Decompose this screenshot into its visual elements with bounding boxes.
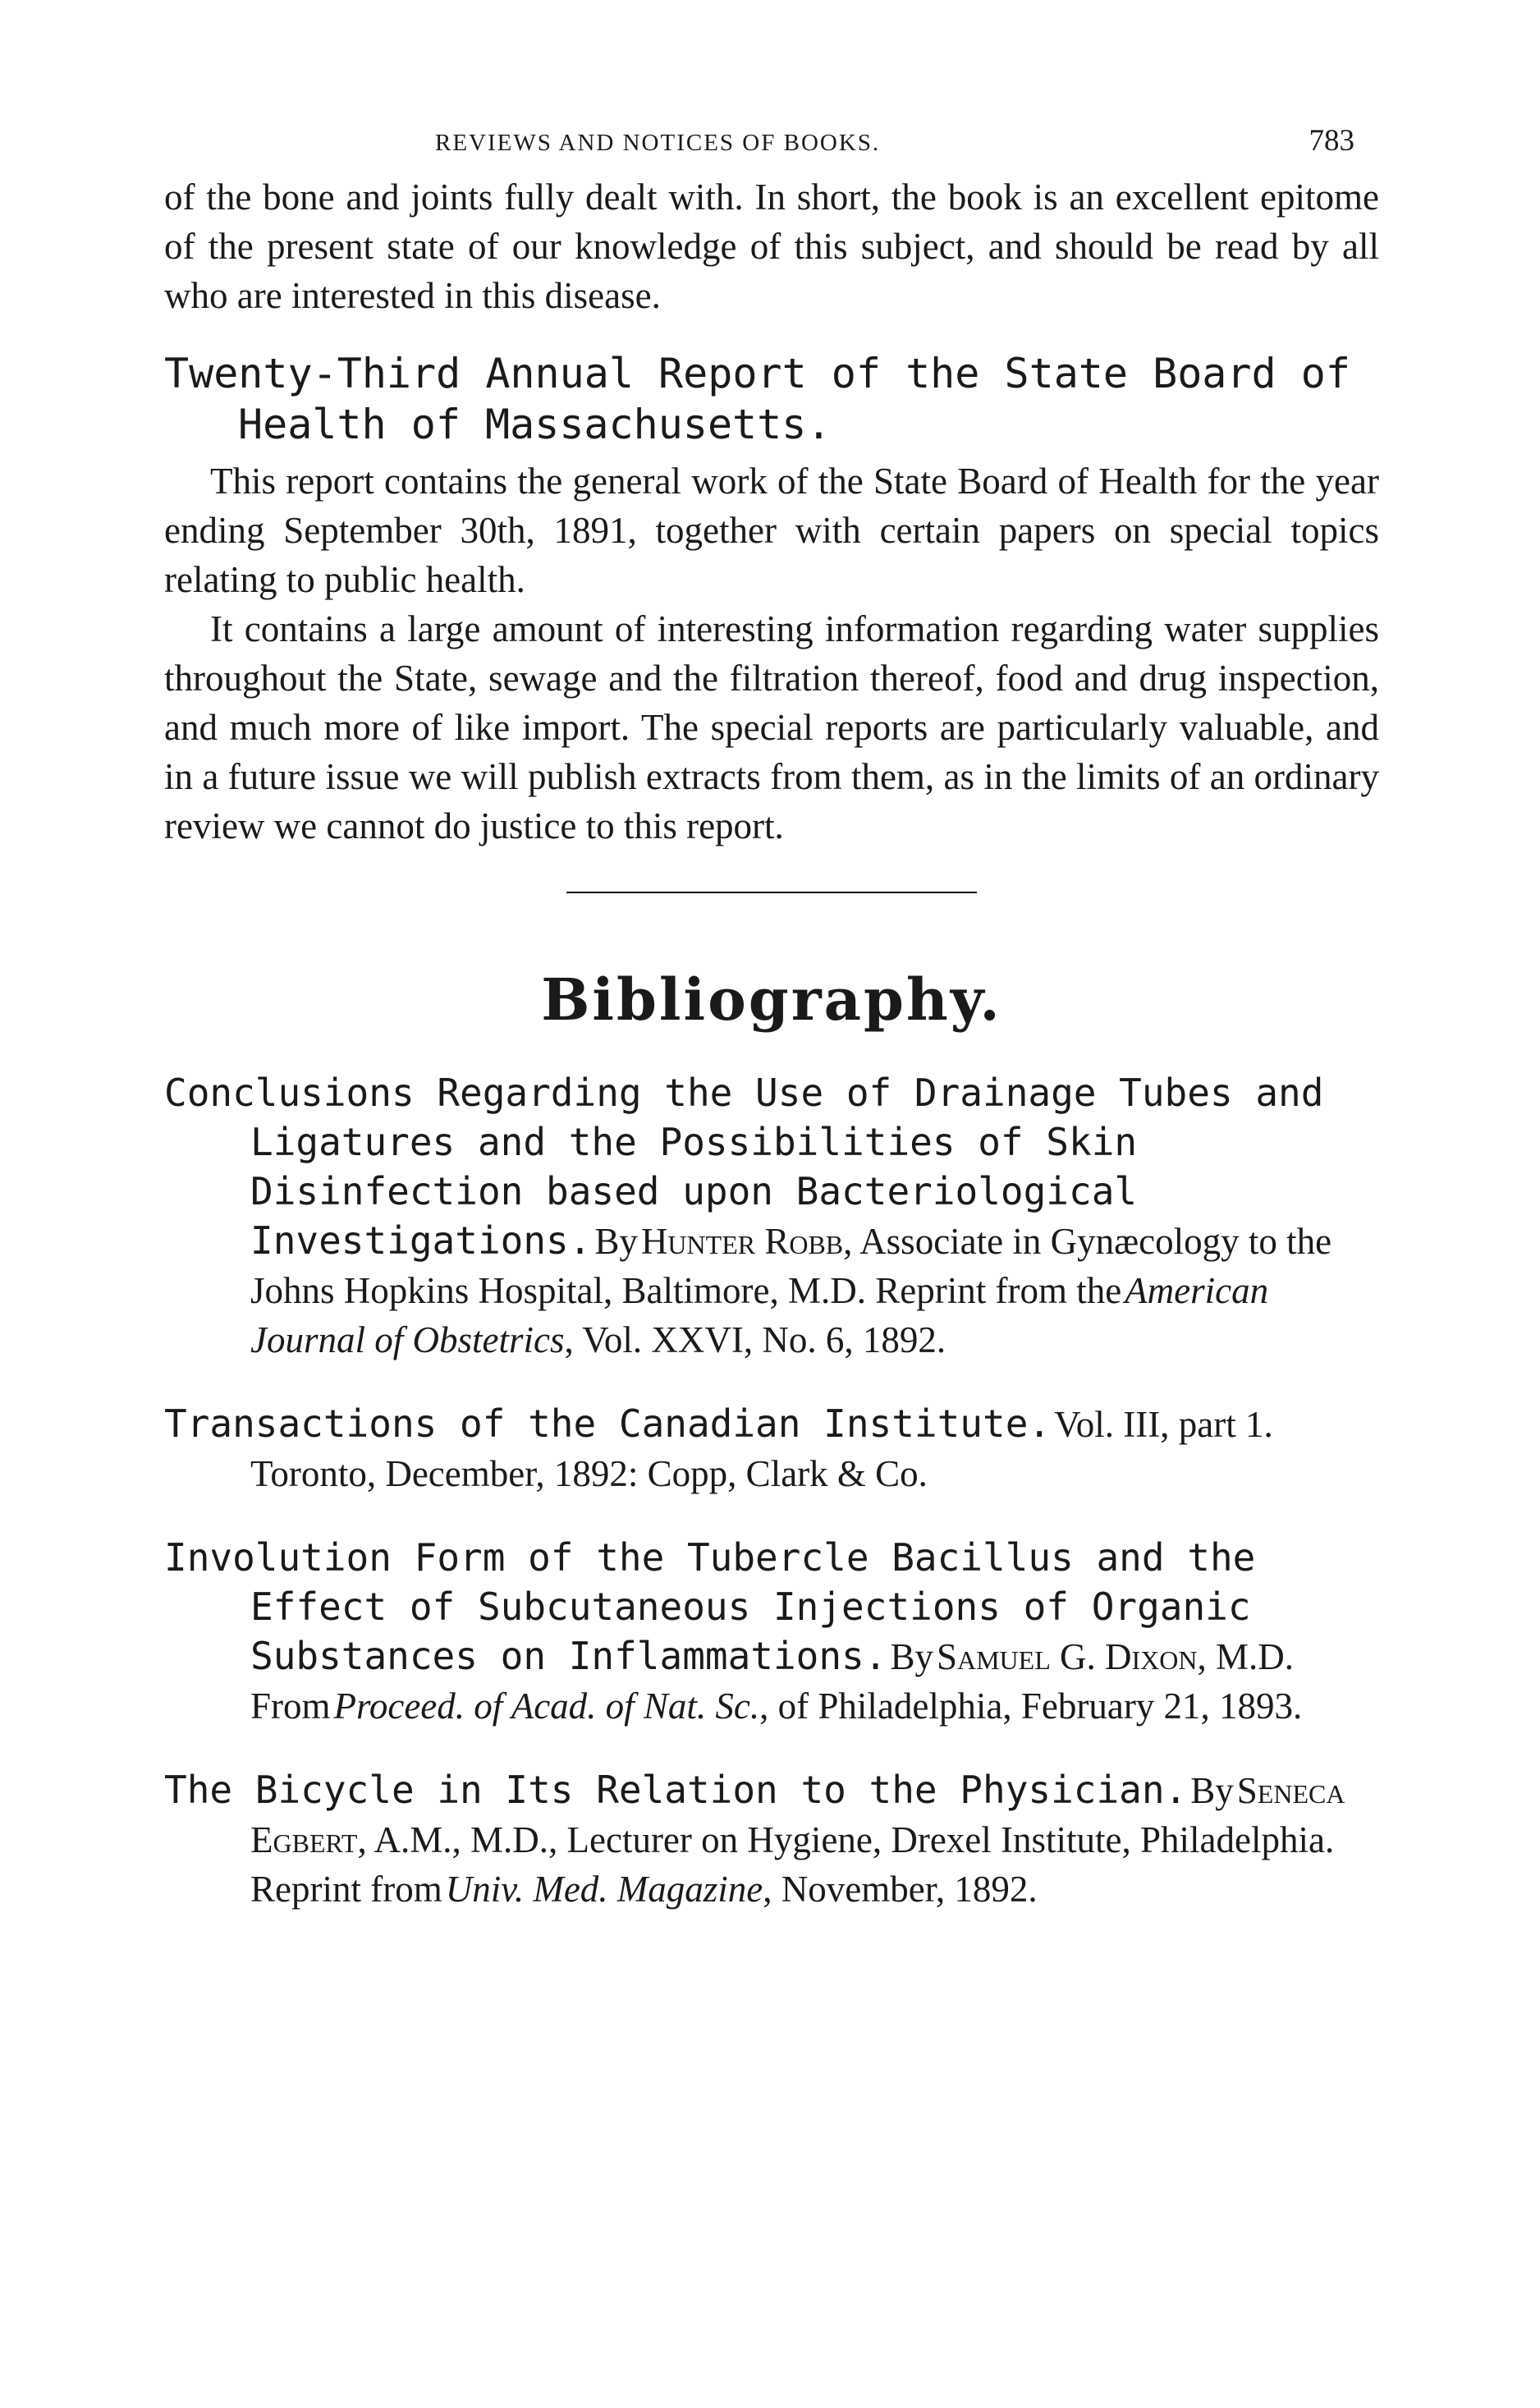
entry-journal: American Journal of Obstetrics [250,1270,1269,1360]
entry-affiliation: , M.D. From [250,1636,1295,1727]
running-title: REVIEWS AND NOTICES OF BOOKS. [435,130,881,156]
entry-affiliation: , A.M., M.D., Lecturer on Hygiene, Drexel Institute, Philadelphia. Reprint from [250,1819,1335,1910]
section-divider [566,892,977,893]
entry-journal: Univ. Med. Magazine [445,1869,763,1910]
entry-title: Involution Form of the Tubercle Bacillus and the Effect of Subcutaneous Injections of Organic Substances on Inflammations. [164,1535,1256,1678]
page-number: 783 [1309,124,1354,158]
entry-title: The Bicycle in Its Relation to the Physician. [164,1768,1188,1812]
entry-affiliation: , Associate in Gynæcology to the Johns Hopkins Hospital, Baltimore, M.D. Reprint from the [250,1221,1332,1311]
entry-citation: Vol. III, part 1. Toronto, December, 1892: Copp, Clark & Co. [250,1404,1273,1494]
running-head [164,123,1379,172]
entry-journal: Proceed. of Acad. of Nat. Sc. [333,1686,760,1727]
bibliography-title: Bibliography. [541,965,1002,1034]
continued-paragraph: of the bone and joints fully dealt with. In short, the book is an excellent epitome of the present state of our knowledge of this subject, and should be read by all who are interested in this disease. [164,177,1379,316]
entry-title: Transactions of the Canadian Institute. [164,1401,1052,1446]
entry-citation: , of Philadelphia, February 21, 1893. [759,1686,1303,1727]
report-paragraph-2: It contains a large amount of interesting information regarding water supplies throughout the State, sewage and the filtration thereof, food and drug inspection, and much more of like import. The special reports are particularly valuable, and in a future issue we will publish extracts from them, as in the limits of an ordinary review we cannot do justice to this report. [164,608,1379,846]
bibliography-entry-4 [164,1765,1379,1914]
entry-author: Hunter Robb [640,1221,844,1262]
bibliography-entry-2 [164,1399,1379,1498]
entry-author: Samuel G. Dixon [936,1636,1198,1677]
entry-by: By [1190,1770,1234,1811]
entry-by: By [890,1636,933,1677]
report-heading: Twenty-Third Annual Report of the State Board of Health of Massachusetts. [164,350,1350,448]
entry-title: Conclusions Regarding the Use of Drainage Tubes and Ligatures and the Possibilities of Skin Disinfection based upon Bacteriological Investigations. [164,1071,1324,1263]
bibliography-entry-3 [164,1533,1379,1731]
entry-author: Seneca Egbert [250,1770,1345,1860]
entry-citation: , Vol. XXVI, No. 6, 1892. [564,1319,946,1360]
report-paragraph-1: This report contains the general work of the State Board of Health for the year ending September 30th, 1891, together with certain papers on special topics relating to public health. [164,461,1379,600]
bibliography-entry-1 [164,1068,1379,1365]
entry-by: By [594,1221,638,1262]
book-page [164,123,1379,1914]
entry-citation: , November, 1892. [763,1869,1038,1910]
